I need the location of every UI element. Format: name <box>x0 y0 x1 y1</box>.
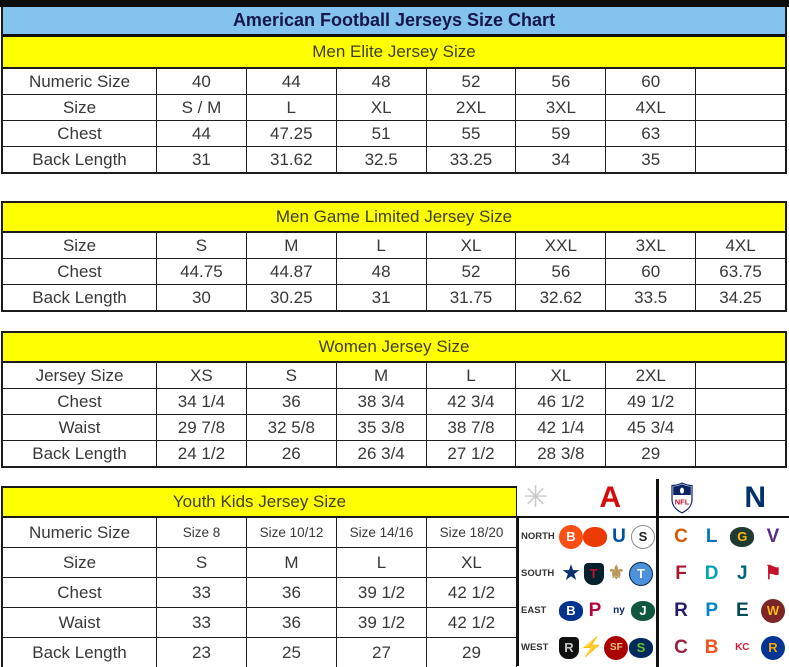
afc-team-logos <box>559 599 659 623</box>
size-cell <box>695 69 785 94</box>
table-row <box>3 233 785 258</box>
men-elite-table <box>1 7 787 174</box>
size-cell <box>695 121 785 146</box>
row-label: Back Length <box>32 642 127 662</box>
row-label: Waist <box>58 417 101 437</box>
team-logo-seattle-seahawks: S <box>629 638 653 658</box>
team-logo-oakland-raiders: R <box>559 637 579 659</box>
size-cell: 32 5/8 <box>246 415 336 440</box>
team-logo-san-francisco-49ers: SF <box>604 636 628 660</box>
size-cell: 44 <box>246 69 336 94</box>
team-logo-los-angeles-chargers: ⚡ <box>579 637 604 658</box>
table-body <box>3 69 785 172</box>
size-cell: Size 18/20 <box>426 518 516 547</box>
nfc-team-logos <box>659 636 785 660</box>
size-cell: 56 <box>515 259 605 284</box>
nfl-grid-body <box>517 518 789 666</box>
size-cell: 42 3/4 <box>426 389 516 414</box>
size-cell: 39 1/2 <box>336 608 426 637</box>
nfl-logo-grid <box>517 479 789 667</box>
size-cell: XXL <box>515 233 605 258</box>
size-cell: 52 <box>426 69 516 94</box>
team-logo-pittsburgh-steelers: S <box>631 525 655 549</box>
division-row-south <box>519 555 789 592</box>
size-cell: 27 1/2 <box>426 441 516 466</box>
size-cell: 60 <box>605 259 695 284</box>
size-cell: 33.5 <box>605 285 695 310</box>
women-header: Women Jersey Size <box>3 333 785 363</box>
size-cell: L <box>426 363 516 388</box>
size-cell: XL <box>426 233 516 258</box>
table-row <box>3 388 785 414</box>
afc-team-logos <box>559 525 659 549</box>
starburst-icon: ✳ <box>523 480 549 514</box>
size-cell: L <box>336 233 426 258</box>
size-cell: 26 3/4 <box>336 441 426 466</box>
size-cell: 51 <box>336 121 426 146</box>
size-cell: 31 <box>156 147 246 172</box>
size-cell: 31.62 <box>246 147 336 172</box>
team-logo-new-orleans-saints: ⚜ <box>607 563 625 584</box>
division-row-north <box>519 518 789 555</box>
size-cell: S <box>156 233 246 258</box>
size-cell: 46 1/2 <box>515 389 605 414</box>
size-cell: 29 <box>426 638 516 667</box>
women-table <box>1 331 787 468</box>
size-cell: S / M <box>156 95 246 120</box>
size-cell <box>695 95 785 120</box>
size-cell: 44.87 <box>246 259 336 284</box>
nfc-team-logos <box>659 525 785 549</box>
size-cell: 26 <box>246 441 336 466</box>
size-cell: 59 <box>515 121 605 146</box>
size-cell: 34 1/4 <box>156 389 246 414</box>
size-cell <box>695 147 785 172</box>
row-label: Back Length <box>32 443 127 463</box>
table-row <box>3 547 516 577</box>
row-label: Chest <box>57 391 102 411</box>
size-cell: 44 <box>156 121 246 146</box>
men-game-limited-table <box>1 201 787 312</box>
chart-title: American Football Jerseys Size Chart <box>3 7 785 37</box>
size-cell: 24 1/2 <box>156 441 246 466</box>
size-cell <box>695 441 785 466</box>
size-cell <box>695 389 785 414</box>
team-logo-washington-redskins: W <box>761 599 785 623</box>
size-cell: 47.25 <box>246 121 336 146</box>
size-cell: S <box>156 548 246 577</box>
table-row <box>3 518 516 547</box>
team-logo-detroit-lions: L <box>705 526 718 547</box>
size-cell: 45 3/4 <box>605 415 695 440</box>
size-cell: XL <box>515 363 605 388</box>
size-cell <box>695 363 785 388</box>
row-label: Waist <box>58 612 101 632</box>
size-cell: XL <box>426 548 516 577</box>
team-logo-dallas-cowboys: ★ <box>562 563 580 584</box>
size-cell: 48 <box>336 69 426 94</box>
size-cell: M <box>246 548 336 577</box>
division-label: SOUTH <box>521 568 555 579</box>
team-logo-kansas-city-chiefs: KC <box>735 641 750 653</box>
table-row <box>3 284 785 310</box>
division-row-east <box>519 592 789 629</box>
row-label: Numeric Size <box>28 71 131 91</box>
size-cell: 38 3/4 <box>336 389 426 414</box>
size-cell: 4XL <box>605 95 695 120</box>
table-row <box>3 637 516 667</box>
size-cell: 34 <box>515 147 605 172</box>
size-cell: 33 <box>156 578 246 607</box>
row-label: Chest <box>57 261 102 281</box>
team-logo-tampa-bay-buccaneers: ⚑ <box>764 563 782 584</box>
nfc-team-logos <box>659 562 785 586</box>
size-cell: 48 <box>336 259 426 284</box>
table-row <box>3 577 516 607</box>
afc-logo: A <box>599 480 620 514</box>
size-cell: 33 <box>156 608 246 637</box>
row-label: Back Length <box>32 149 127 169</box>
size-cell: 32.62 <box>515 285 605 310</box>
row-label: Size <box>62 97 97 117</box>
size-cell: 42 1/2 <box>426 608 516 637</box>
row-label: Chest <box>57 582 102 602</box>
nfl-shield-icon <box>671 482 693 514</box>
team-logo-houston-texans: T <box>584 563 604 585</box>
team-logo-indianapolis-colts: U <box>612 526 626 547</box>
size-cell: 55 <box>426 121 516 146</box>
size-cell <box>695 415 785 440</box>
size-cell: 31.75 <box>426 285 516 310</box>
size-cell: 27 <box>336 638 426 667</box>
size-cell: 30 <box>156 285 246 310</box>
size-cell: 32.5 <box>336 147 426 172</box>
size-cell: 28 3/8 <box>515 441 605 466</box>
size-cell: 42 1/4 <box>515 415 605 440</box>
size-cell: 4XL <box>695 233 785 258</box>
nfl-shield-text: NFL <box>674 497 690 506</box>
division-row-west <box>519 629 789 666</box>
size-cell: M <box>336 363 426 388</box>
team-logo-carolina-panthers: P <box>705 600 718 621</box>
size-cell: 38 7/8 <box>426 415 516 440</box>
team-logo-new-york-giants: ny <box>613 604 625 616</box>
size-cell: 3XL <box>515 95 605 120</box>
table-row <box>3 120 785 146</box>
table-row <box>3 363 785 388</box>
size-cell: 36 <box>246 389 336 414</box>
team-logo-philadelphia-eagles: E <box>735 600 749 621</box>
size-cell: 39 1/2 <box>336 578 426 607</box>
team-logo-tennessee-titans: T <box>629 562 653 586</box>
table-row <box>3 440 785 466</box>
team-logo-minnesota-vikings: V <box>766 526 780 547</box>
team-logo-arizona-cardinals: C <box>674 637 688 658</box>
size-cell: Size 14/16 <box>336 518 426 547</box>
size-cell: 29 <box>605 441 695 466</box>
size-cell: 23 <box>156 638 246 667</box>
table-body <box>3 363 785 466</box>
youth-kids-header: Youth Kids Jersey Size <box>3 488 516 518</box>
size-cell: 49 1/2 <box>605 389 695 414</box>
size-cell: Size 10/12 <box>246 518 336 547</box>
team-logo-jacksonville-jaguars: J <box>737 563 748 584</box>
team-logo-miami-dolphins: D <box>704 563 719 584</box>
row-label: Numeric Size <box>28 522 131 542</box>
size-cell: 36 <box>246 578 336 607</box>
size-cell: 60 <box>605 69 695 94</box>
men-elite-header: Men Elite Jersey Size <box>3 37 785 69</box>
team-logo-baltimore-ravens: R <box>674 600 688 621</box>
team-logo-green-bay-packers: G <box>730 527 754 547</box>
table-row <box>3 607 516 637</box>
division-label: NORTH <box>521 531 555 542</box>
division-label: EAST <box>521 605 547 616</box>
team-logo-new-york-jets: J <box>631 601 655 621</box>
size-cell: 63.75 <box>695 259 785 284</box>
team-logo-los-angeles-rams: R <box>761 636 785 660</box>
size-cell: M <box>246 233 336 258</box>
size-cell: XS <box>156 363 246 388</box>
table-row <box>3 69 785 94</box>
team-logo-cleveland-browns <box>583 527 607 547</box>
row-label: Chest <box>57 123 102 143</box>
team-logo-cincinnati-bengals: B <box>559 525 583 549</box>
size-cell: 35 3/8 <box>336 415 426 440</box>
row-label: Size <box>62 235 97 255</box>
size-cell: 30.25 <box>246 285 336 310</box>
row-label: Size <box>62 552 97 572</box>
size-cell: 2XL <box>426 95 516 120</box>
size-cell: Size 8 <box>156 518 246 547</box>
nfc-logo: N <box>744 480 765 514</box>
men-game-limited-header: Men Game Limited Jersey Size <box>3 203 785 233</box>
team-logo-buffalo-bills: B <box>559 601 583 621</box>
top-border-band <box>0 0 789 7</box>
size-cell: 44.75 <box>156 259 246 284</box>
size-cell: 25 <box>246 638 336 667</box>
division-label: WEST <box>521 642 549 653</box>
team-logo-atlanta-falcons: F <box>675 563 687 584</box>
nfl-grid-header <box>517 479 789 518</box>
team-logo-chicago-bears: C <box>674 526 688 547</box>
size-cell: 33.25 <box>426 147 516 172</box>
size-cell: L <box>246 95 336 120</box>
row-label: Jersey Size <box>35 365 124 385</box>
size-cell: 34.25 <box>695 285 785 310</box>
size-cell: 35 <box>605 147 695 172</box>
table-body <box>3 233 785 310</box>
table-row <box>3 258 785 284</box>
size-cell: 29 7/8 <box>156 415 246 440</box>
size-cell: 52 <box>426 259 516 284</box>
size-cell: 31 <box>336 285 426 310</box>
team-logo-denver-broncos: B <box>704 637 719 658</box>
size-cell: XL <box>336 95 426 120</box>
nfc-team-logos <box>659 599 785 623</box>
size-cell: 3XL <box>605 233 695 258</box>
size-cell: 56 <box>515 69 605 94</box>
table-row <box>3 414 785 440</box>
size-cell: 40 <box>156 69 246 94</box>
size-cell: S <box>246 363 336 388</box>
table-body <box>3 518 516 667</box>
afc-team-logos <box>559 562 659 586</box>
afc-team-logos <box>559 636 659 660</box>
size-cell: 2XL <box>605 363 695 388</box>
youth-kids-table <box>1 486 518 667</box>
size-cell: 36 <box>246 608 336 637</box>
size-cell: 63 <box>605 121 695 146</box>
table-row <box>3 146 785 172</box>
size-cell: 42 1/2 <box>426 578 516 607</box>
size-cell: L <box>336 548 426 577</box>
team-logo-new-england-patriots: P <box>588 600 602 621</box>
table-row <box>3 94 785 120</box>
row-label: Back Length <box>32 287 127 307</box>
